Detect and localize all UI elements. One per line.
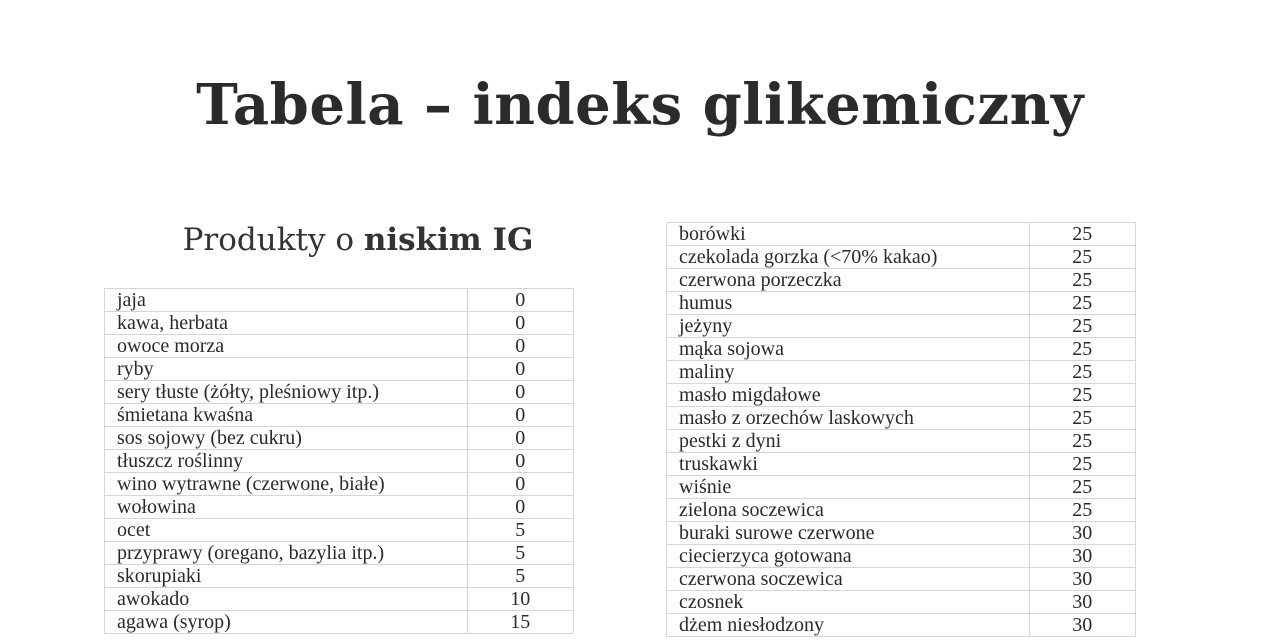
product-name: sos sojowy (bez cukru) <box>105 427 468 450</box>
product-name: kawa, herbata <box>105 312 468 335</box>
table-row <box>105 611 574 634</box>
ig-value: 25 <box>1029 246 1135 269</box>
table-row <box>667 246 1136 269</box>
table-row <box>667 361 1136 384</box>
table-row <box>667 453 1136 476</box>
product-name: śmietana kwaśna <box>105 404 468 427</box>
page-title: Tabela – indeks glikemiczny <box>196 72 1084 138</box>
product-name: wołowina <box>105 496 468 519</box>
product-name: maliny <box>667 361 1030 384</box>
table-row <box>667 614 1136 637</box>
product-name: ryby <box>105 358 468 381</box>
table-row <box>105 404 574 427</box>
table-row <box>667 292 1136 315</box>
ig-value: 25 <box>1029 430 1135 453</box>
ig-value: 10 <box>467 588 573 611</box>
table-row <box>105 473 574 496</box>
subtitle-bold: niskim IG <box>363 222 534 258</box>
ig-value: 25 <box>1029 223 1135 246</box>
product-name: przyprawy (oregano, bazylia itp.) <box>105 542 468 565</box>
table-row <box>105 565 574 588</box>
product-name: masło migdałowe <box>667 384 1030 407</box>
product-name: owoce morza <box>105 335 468 358</box>
table-row <box>105 335 574 358</box>
product-name: czekolada gorzka (<70% kakao) <box>667 246 1030 269</box>
product-name: ocet <box>105 519 468 542</box>
section-subtitle <box>104 222 612 258</box>
product-name: sery tłuste (żółty, pleśniowy itp.) <box>105 381 468 404</box>
product-name: wiśnie <box>667 476 1030 499</box>
ig-value: 15 <box>467 611 573 634</box>
product-name: agawa (syrop) <box>105 611 468 634</box>
table-row <box>105 588 574 611</box>
table-row <box>105 450 574 473</box>
table-row <box>105 542 574 565</box>
ig-value: 0 <box>467 473 573 496</box>
ig-value: 30 <box>1029 591 1135 614</box>
table-row <box>667 430 1136 453</box>
product-name: czerwona porzeczka <box>667 269 1030 292</box>
low-ig-table-right <box>666 222 1136 637</box>
table-row <box>105 381 574 404</box>
ig-value: 5 <box>467 519 573 542</box>
table-row <box>667 476 1136 499</box>
table-row <box>667 591 1136 614</box>
product-name: pestki z dyni <box>667 430 1030 453</box>
table-row <box>667 499 1136 522</box>
product-name: czerwona soczewica <box>667 568 1030 591</box>
table-row <box>667 522 1136 545</box>
ig-value: 25 <box>1029 292 1135 315</box>
product-name: borówki <box>667 223 1030 246</box>
product-name: humus <box>667 292 1030 315</box>
product-name: jaja <box>105 289 468 312</box>
table-row <box>667 223 1136 246</box>
product-name: truskawki <box>667 453 1030 476</box>
table-row <box>105 496 574 519</box>
product-name: dżem niesłodzony <box>667 614 1030 637</box>
table-row <box>105 289 574 312</box>
ig-value: 25 <box>1029 338 1135 361</box>
ig-value: 30 <box>1029 614 1135 637</box>
ig-value: 25 <box>1029 384 1135 407</box>
product-name: masło z orzechów laskowych <box>667 407 1030 430</box>
product-name: tłuszcz roślinny <box>105 450 468 473</box>
table-row <box>667 315 1136 338</box>
ig-value: 0 <box>467 427 573 450</box>
product-name: skorupiaki <box>105 565 468 588</box>
product-name: mąka sojowa <box>667 338 1030 361</box>
table-row <box>105 427 574 450</box>
ig-value: 0 <box>467 335 573 358</box>
product-name: buraki surowe czerwone <box>667 522 1030 545</box>
ig-value: 25 <box>1029 361 1135 384</box>
ig-value: 25 <box>1029 315 1135 338</box>
table-row <box>105 519 574 542</box>
ig-value: 0 <box>467 496 573 519</box>
ig-value: 30 <box>1029 545 1135 568</box>
low-ig-table-left <box>104 288 574 634</box>
product-name: ciecierzyca gotowana <box>667 545 1030 568</box>
ig-value: 0 <box>467 404 573 427</box>
ig-value: 25 <box>1029 453 1135 476</box>
ig-value: 0 <box>467 289 573 312</box>
ig-value: 0 <box>467 312 573 335</box>
table-row <box>105 312 574 335</box>
ig-value: 25 <box>1029 269 1135 292</box>
product-name: czosnek <box>667 591 1030 614</box>
ig-value: 0 <box>467 450 573 473</box>
product-name: awokado <box>105 588 468 611</box>
subtitle-prefix: Produkty o <box>182 222 364 258</box>
ig-value: 30 <box>1029 522 1135 545</box>
table-row <box>667 568 1136 591</box>
ig-value: 25 <box>1029 476 1135 499</box>
ig-value: 5 <box>467 565 573 588</box>
table-row <box>667 407 1136 430</box>
product-name: jeżyny <box>667 315 1030 338</box>
ig-value: 5 <box>467 542 573 565</box>
table-row <box>667 545 1136 568</box>
table-row <box>667 384 1136 407</box>
product-name: zielona soczewica <box>667 499 1030 522</box>
ig-value: 25 <box>1029 407 1135 430</box>
table-row <box>105 358 574 381</box>
ig-value: 30 <box>1029 568 1135 591</box>
ig-value: 0 <box>467 358 573 381</box>
product-name: wino wytrawne (czerwone, białe) <box>105 473 468 496</box>
table-row <box>667 269 1136 292</box>
ig-value: 0 <box>467 381 573 404</box>
table-row <box>667 338 1136 361</box>
ig-value: 25 <box>1029 499 1135 522</box>
